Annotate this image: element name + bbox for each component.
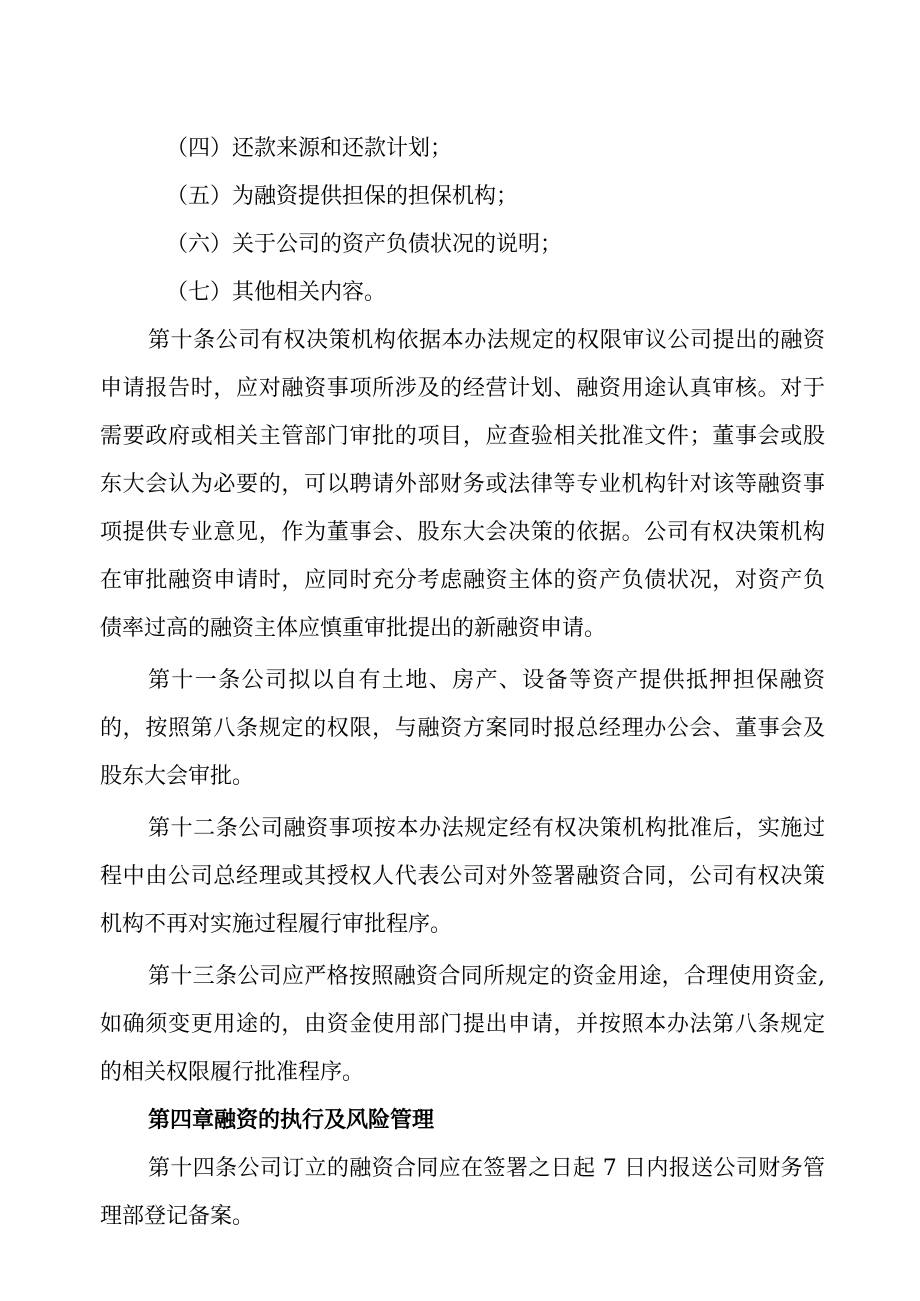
article-14-paragraph: 第十四条公司订立的融资合同应在签署之日起 7 日内报送公司财务管理部登记备案。 xyxy=(100,1156,825,1229)
list-item-6: （六）关于公司的资产负债状况的说明； xyxy=(166,232,563,257)
list-item-4: （四）还款来源和还款计划； xyxy=(166,136,453,161)
document-body xyxy=(100,125,825,1241)
article-12-paragraph: 第十二条公司融资事项按本办法规定经有权决策机构批准后，实施过程中由公司总经理或其授权人代表公司对外签署融资合同，公司有权决策机构不再对实施过程履行审批程序。 xyxy=(100,816,825,937)
list-item-7: （七）其他相关内容。 xyxy=(166,280,387,305)
article-11-paragraph: 第十一条公司拟以自有土地、房产、设备等资产提供抵押担保融资的，按照第八条规定的权限，与融资方案同时报总经理办公会、董事会及股东大会审批。 xyxy=(100,668,825,789)
chapter-4-heading: 第四章融资的执行及风险管理 xyxy=(148,1108,435,1133)
list-item-5: （五）为融资提供担保的担保机构； xyxy=(166,184,519,209)
article-13-paragraph: 第十三条公司应严格按照融资合同所规定的资金用途，合理使用资金,如确须变更用途的，由资金使用部门提出申请，并按照本办法第八条规定的相关权限履行批准程序。 xyxy=(100,964,825,1085)
article-10-paragraph: 第十条公司有权决策机构依据本办法规定的权限审议公司提出的融资申请报告时，应对融资事项所涉及的经营计划、融资用途认真审核。对于需要政府或相关主管部门审批的项目，应查验相关批准文件；董事会或股东大会认为必要的，可以聘请外部财务或法律等专业机构针对该等融资事项提供专业意见，作为董事会、股东大会决策的依据。公司有权决策机构在审批融资申请时，应同时充分考虑融资主体的资产负债状况，对资产负债率过高的融资主体应慎重审批提出的新融资申请。 xyxy=(100,328,825,641)
